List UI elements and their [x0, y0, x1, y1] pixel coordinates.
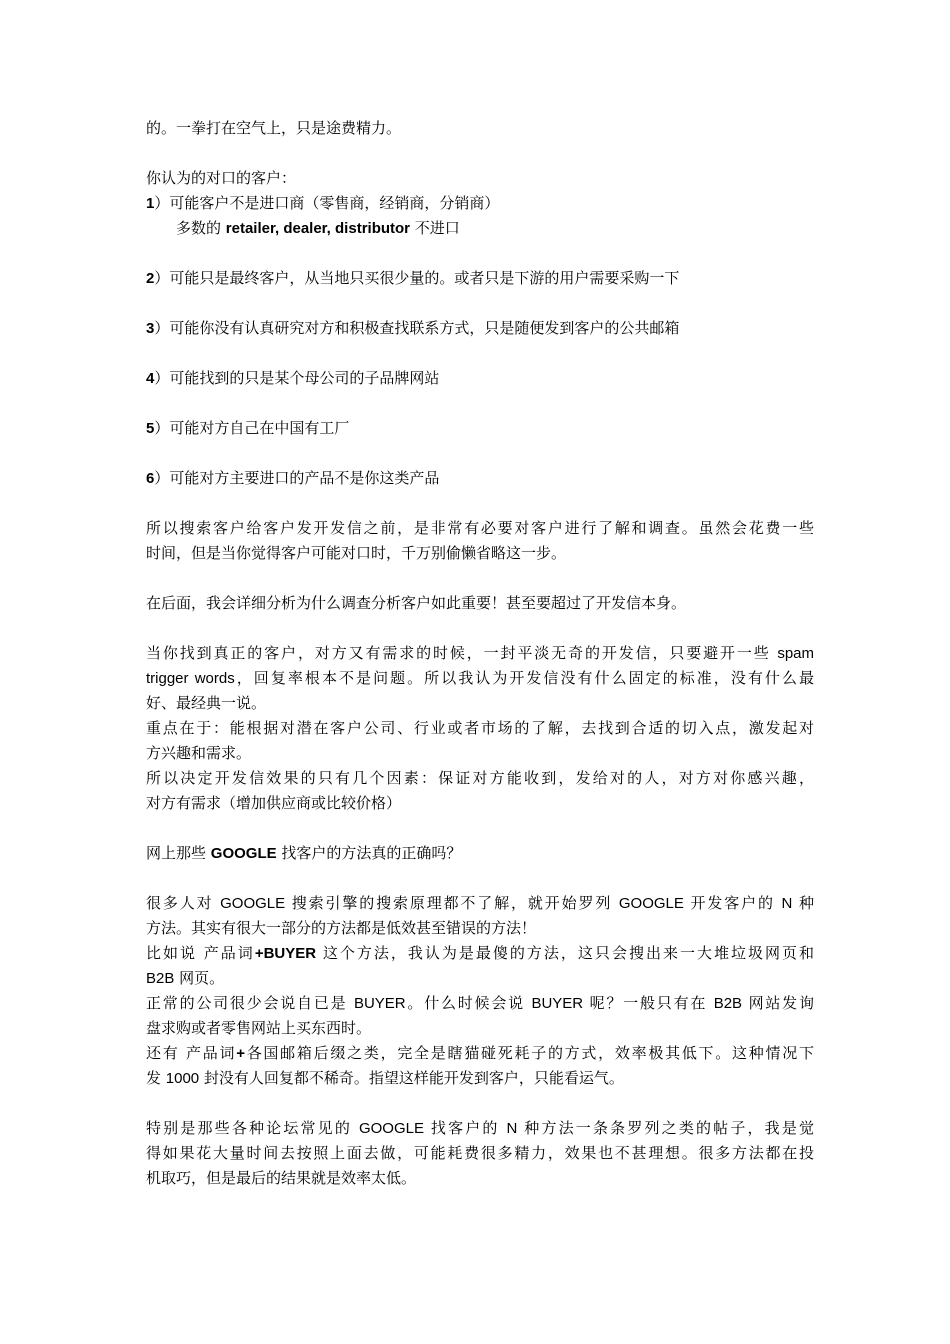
latin-term: GOOGLE — [220, 895, 286, 912]
text-line — [146, 741, 814, 766]
text-line — [146, 541, 814, 566]
line-text: 很多人对 — [146, 894, 221, 912]
line-text: 呢？一般只有在 — [583, 994, 714, 1012]
text-line — [146, 966, 814, 991]
list-text: ）可能只是最终客户，从当地只买很少量的。或者只是下游的用户需要采购一下 — [154, 269, 680, 287]
text-line — [146, 891, 814, 916]
line-text: 搜索引擎的搜索原理都不了解，就开始罗列 — [285, 894, 619, 912]
bold-term: retailer, dealer, distributor — [225, 220, 411, 237]
section-heading — [146, 841, 814, 866]
list-item — [146, 316, 814, 341]
latin-term: GOOGLE — [618, 895, 684, 912]
list-item — [146, 191, 814, 216]
line-text: 方兴趣和需求。 — [146, 744, 252, 762]
list-number: 3 — [146, 320, 155, 337]
text-line — [146, 1141, 814, 1166]
line-text: 这个方法，我认为是最傻的方法，这只会搜出来一大堆垃圾网页和 — [316, 944, 814, 962]
line-text: 种方法一条条罗列之类的帖子，我是觉 — [517, 1119, 814, 1137]
line-text: 特别是那些各种论坛常见的 — [146, 1119, 359, 1137]
bold-term: GOOGLE — [210, 845, 277, 862]
line-text: 比如说 产品词 — [146, 944, 255, 962]
line-text: 所以决定开发信效果的只有几个因素：保证对方能收到，发给对的人，对方对你感兴趣， — [146, 769, 814, 787]
line-text: 所以搜索客户给客户发开发信之前，是非常有必要对客户进行了解和调查。虽然会花费一些 — [146, 519, 814, 537]
line-text: 还有 产品词 — [146, 1044, 237, 1062]
list-item — [146, 466, 814, 491]
bold-term: + — [236, 1045, 245, 1062]
line-text: 种 — [792, 894, 814, 912]
latin-term: GOOGLE — [358, 1120, 424, 1137]
latin-term: BUYER — [531, 995, 584, 1012]
line-text: 开发客户的 — [683, 894, 782, 912]
list-number: 6 — [146, 470, 155, 487]
line-text: 网上那些 — [146, 844, 211, 862]
text-line — [146, 116, 814, 141]
text-line — [146, 1116, 814, 1141]
list-number: 1 — [146, 195, 155, 212]
line-text: 正常的公司很少会说自已是 — [146, 994, 354, 1012]
text-line — [146, 516, 814, 541]
text-line — [146, 991, 814, 1016]
line-text: 网站发询 — [742, 994, 814, 1012]
bold-term: +BUYER — [254, 945, 317, 962]
list-text: ）可能对方主要进口的产品不是你这类产品 — [154, 469, 440, 487]
text-line — [146, 691, 814, 716]
latin-term: N — [781, 895, 793, 912]
line-text: 你认为的对口的客户： — [146, 169, 297, 187]
line-text: 在后面，我会详细分析为什么调查分析客户如此重要！甚至要超过了开发信本身。 — [146, 594, 687, 612]
list-number: 2 — [146, 270, 155, 287]
line-text: 多数的 — [176, 219, 226, 237]
line-text: 的。一拳打在空气上，只是途费精力。 — [146, 119, 402, 137]
text-line — [146, 1016, 814, 1041]
latin-term: trigger words — [146, 670, 235, 687]
line-text: 当你找到真正的客户，对方又有需求的时候，一封平淡无奇的开发信，只要避开一些 — [146, 644, 778, 662]
list-item — [146, 266, 814, 291]
text-line — [146, 641, 814, 666]
text-line — [146, 1066, 814, 1091]
line-text: 不进口 — [410, 219, 460, 237]
text-line — [146, 791, 814, 816]
line-text: 找客户的方法真的正确吗？ — [276, 844, 462, 862]
list-item — [146, 416, 814, 441]
line-text: 时间，但是当你觉得客户可能对口时，千万别偷懒省略这一步。 — [146, 544, 567, 562]
text-line — [146, 1041, 814, 1066]
latin-term: B2B — [146, 970, 175, 987]
line-text: 发 — [146, 1069, 166, 1087]
line-text: 方法。其实有很大一部分的方法都是低效甚至错误的方法！ — [146, 919, 537, 937]
latin-term: 1000 — [165, 1070, 200, 1087]
text-line — [146, 666, 814, 691]
text-line — [146, 1166, 814, 1191]
line-text: 好、最经典一说。 — [146, 694, 267, 712]
list-text: ）可能你没有认真研究对方和积极查找联系方式，只是随便发到客户的公共邮箱 — [154, 319, 680, 337]
latin-term: N — [506, 1120, 518, 1137]
text-line — [146, 166, 814, 191]
latin-term: BUYER — [353, 995, 406, 1012]
line-text: 机取巧，但是最后的结果就是效率太低。 — [146, 1169, 417, 1187]
line-text: 。什么时候会说 — [405, 994, 532, 1012]
text-line — [146, 766, 814, 791]
latin-term: B2B — [713, 995, 743, 1012]
list-item — [146, 366, 814, 391]
line-text: 得如果花大量时间去按照上面去做，可能耗费很多精力，效果也不甚理想。很多方法都在投 — [146, 1144, 814, 1162]
text-line — [176, 216, 844, 241]
line-text: ，回复率根本不是问题。所以我认为开发信没有什么固定的标准，没有什么最 — [234, 669, 814, 687]
text-line — [146, 591, 814, 616]
text-line — [146, 916, 814, 941]
list-text: ）可能找到的只是某个母公司的子品牌网站 — [154, 369, 440, 387]
text-line — [146, 941, 814, 966]
text-line — [146, 716, 814, 741]
line-text: 各国邮箱后缀之类，完全是瞎猫碰死耗子的方式，效率极其低下。这种情况下 — [244, 1044, 814, 1062]
line-text: 重点在于：能根据对潜在客户公司、行业或者市场的了解，去找到合适的切入点，激发起对 — [146, 719, 814, 737]
line-text: 网页。 — [174, 969, 225, 987]
line-text: 封没有人回复都不稀奇。指望这样能开发到客户，只能看运气。 — [199, 1069, 624, 1087]
line-text: 盘求购或者零售网站上买东西时。 — [146, 1019, 372, 1037]
latin-term: spam — [777, 645, 814, 662]
line-text: 找客户的 — [423, 1119, 507, 1137]
list-text: ）可能客户不是进口商（零售商，经销商，分销商） — [154, 194, 500, 212]
list-number: 5 — [146, 420, 155, 437]
line-text: 对方有需求（增加供应商或比较价格） — [146, 794, 402, 812]
list-text: ）可能对方自己在中国有工厂 — [154, 419, 350, 437]
list-number: 4 — [146, 370, 155, 387]
